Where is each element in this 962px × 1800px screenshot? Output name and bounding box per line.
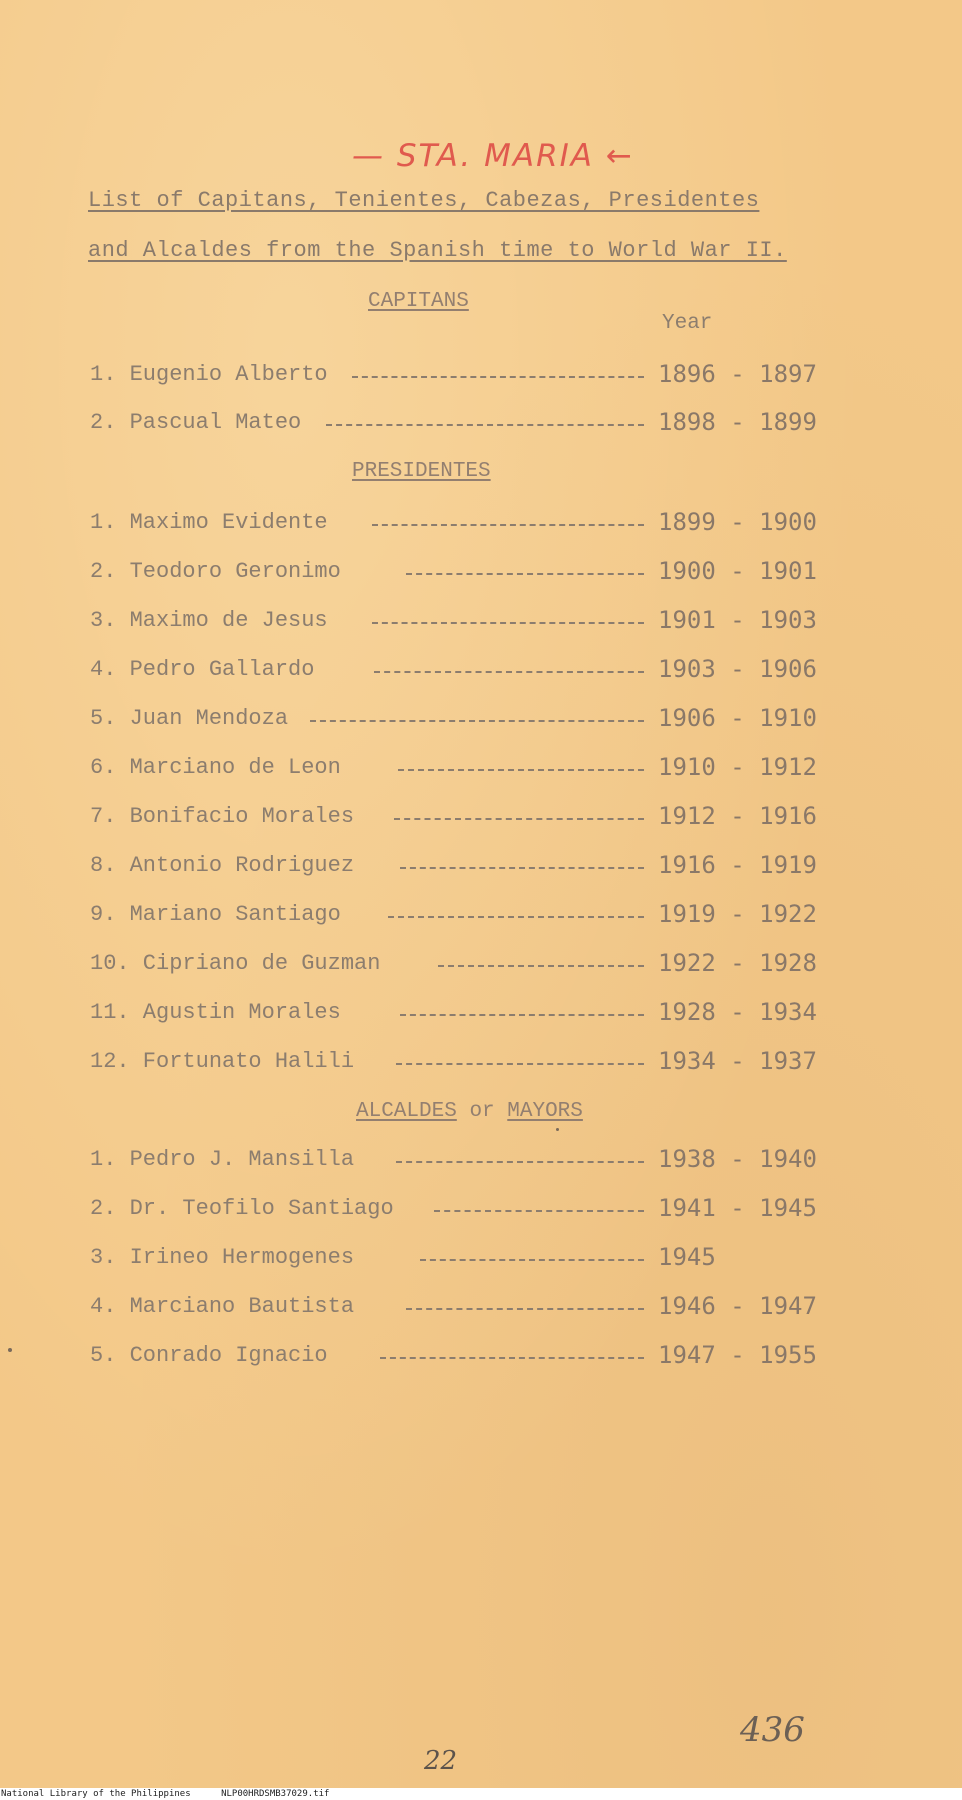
entry-years: 1901 - 1903 [658,606,817,634]
entry-name: 1. Pedro J. Mansilla [90,1147,355,1172]
title-line-1: List of Capitans, Tenientes, Cabezas, Presidentes [88,188,760,213]
section-heading-capitans: CAPITANS [368,290,469,313]
entry-years: 1934 - 1937 [658,1047,817,1075]
section-heading-presidentes: PRESIDENTES [352,460,491,483]
dash-leader [398,769,644,771]
entry-years: 1898 - 1899 [658,408,817,436]
year-column-header: Year [662,312,713,335]
heading-alcaldes: ALCALDES [356,1100,457,1123]
dash-leader [438,965,644,967]
footer-library: National Library of the Philippines [1,1789,191,1799]
footer-filename: NLP00HRDSMB37029.tif [221,1789,330,1799]
list-item [90,951,850,981]
entry-years: 1919 - 1922 [658,900,817,928]
entry-name: 11. Agustin Morales [90,1000,341,1025]
entry-name: 4. Marciano Bautista [90,1294,355,1319]
list-item [90,902,850,932]
handwritten-reference-number: 436 [740,1710,805,1750]
dash-leader [380,1357,644,1359]
entry-years: 1928 - 1934 [658,998,817,1026]
list-item [90,1294,850,1324]
handwritten-town-annotation: — STA. MARIA ← [352,138,634,174]
scan-footer [0,1788,962,1800]
list-item [90,1147,850,1177]
dash-leader [406,1308,644,1310]
list-item [90,657,850,687]
list-item [90,410,850,440]
entry-name: 8. Antonio Rodriguez [90,853,355,878]
entry-years: 1896 - 1897 [658,360,817,388]
entry-name: 5. Conrado Ignacio [90,1343,328,1368]
entry-name: 3. Maximo de Jesus [90,608,328,633]
entry-years: 1947 - 1955 [658,1341,817,1369]
heading-mayors: MAYORS [507,1100,583,1123]
dash-leader [420,1259,644,1261]
list-item [90,706,850,736]
list-item [90,1343,850,1373]
dash-leader [352,376,644,378]
entry-name: 4. Pedro Gallardo [90,657,315,682]
entry-years: 1946 - 1947 [658,1292,817,1320]
entry-years: 1900 - 1901 [658,557,817,585]
dash-leader [434,1210,644,1212]
paper-speck [556,1128,559,1131]
entry-name: 1. Maximo Evidente [90,510,328,535]
dash-leader [372,622,644,624]
dash-leader [372,524,644,526]
dash-leader [388,916,644,918]
dash-leader [400,1014,644,1016]
handwritten-page-number: 22 [424,1746,458,1776]
entry-name: 12. Fortunato Halili [90,1049,355,1074]
list-item [90,1000,850,1030]
entry-years: 1906 - 1910 [658,704,817,732]
list-item [90,1196,850,1226]
entry-name: 3. Irineo Hermogenes [90,1245,355,1270]
heading-or: or [469,1100,495,1123]
dash-leader [310,720,644,722]
section-heading-alcaldes [356,1100,583,1123]
paper-speck [8,1348,12,1352]
entry-name: 10. Cipriano de Guzman [90,951,381,976]
dash-leader [406,573,644,575]
dash-leader [400,867,644,869]
title-line-2: and Alcaldes from the Spanish time to World War II. [88,238,787,263]
entry-name: 5. Juan Mendoza [90,706,289,731]
entry-years: 1916 - 1919 [658,851,817,879]
entry-name: 2. Teodoro Geronimo [90,559,341,584]
dash-leader [374,671,644,673]
entry-years: 1941 - 1945 [658,1194,817,1222]
entry-name: 7. Bonifacio Morales [90,804,355,829]
entry-name: 1. Eugenio Alberto [90,362,328,387]
dash-leader [396,1161,644,1163]
entry-years: 1922 - 1928 [658,949,817,977]
dash-leader [396,1063,644,1065]
list-item [90,1049,850,1079]
entry-years: 1899 - 1900 [658,508,817,536]
entry-years: 1903 - 1906 [658,655,817,683]
entry-years: 1912 - 1916 [658,802,817,830]
list-item [90,559,850,589]
entry-name: 2. Dr. Teofilo Santiago [90,1196,394,1221]
dash-leader [326,424,644,426]
list-item [90,362,850,392]
list-item [90,804,850,834]
entry-years: 1938 - 1940 [658,1145,817,1173]
list-item [90,510,850,540]
entry-name: 2. Pascual Mateo [90,410,302,435]
list-item [90,1245,850,1275]
list-item [90,608,850,638]
entry-name: 9. Mariano Santiago [90,902,341,927]
list-item [90,853,850,883]
list-item [90,755,850,785]
entry-years: 1945 [658,1243,716,1271]
entry-name: 6. Marciano de Leon [90,755,341,780]
entry-years: 1910 - 1912 [658,753,817,781]
dash-leader [394,818,644,820]
